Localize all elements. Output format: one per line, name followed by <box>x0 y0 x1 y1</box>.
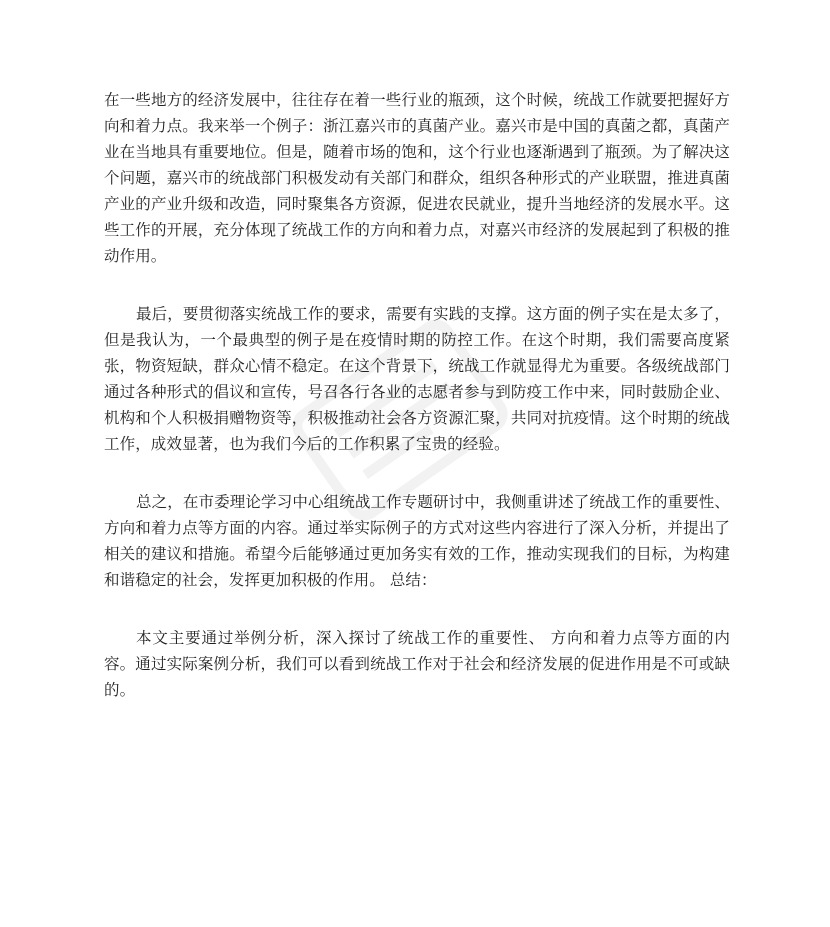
paragraph-3: 总之，在市委理论学习中心组统战工作专题研讨中，我侧重讲述了统战工作的重要性、方向和着力点等方面的内容。通过举实际例子的方式对这些内容进行了深入分析，并提出了相关的建议和措施。希望今后能够通过更加务实有效的工作，推动实现我们的目标，为构建和谐稳定的社会，发挥更加积极的作用。 总结： <box>104 493 730 589</box>
paragraph-4: 本文主要通过举例分析，深入探讨了统战工作的重要性、 方向和着力点等方面的内容。通过实际案例分析，我们可以看到统战工作对于社会和经济发展的促进作用是不可或缺的。 <box>104 629 730 699</box>
paragraph-1: 在一些地方的经济发展中，往往存在着一些行业的瓶颈，这个时候，统战工作就要把握好方向和着力点。我来举一个例子：浙江嘉兴市的真菌产业。嘉兴市是中国的真菌之都，真菌产业在当地具有重要地位。但是，随着市场的饱和，这个行业也逐渐遇到了瓶颈。为了解决这个问题，嘉兴市的统战部门积极发动有关部门和群众，组织各种形式的产业联盟，推进真菌产业的产业升级和改造，同时聚集各方资源，促进农民就业，提升当地经济的发展水平。这些工作的开展，充分体现了统战工作的方向和着力点，对嘉兴市经济的发展起到了积极的推动作用。 <box>104 91 730 265</box>
paragraph-2: 最后，要贯彻落实统战工作的要求，需要有实践的支撑。这方面的例子实在是太多了，但是我认为，一个最典型的例子是在疫情时期的防控工作。在这个时期，我们需要高度紧张，物资短缺，群众心情不稳定。在这个背景下，统战工作就显得尤为重要。各级统战部门通过各种形式的倡议和宣传，号召各行各业的志愿者参与到防疫工作中来，同时鼓励企业、机构和个人积极捐赠物资等，积极推动社会各方资源汇聚，共同对抗疫情。这个时期的统战工作，成效显著，也为我们今后的工作积累了宝贵的经验。 <box>104 305 730 453</box>
document-body <box>104 87 730 735</box>
